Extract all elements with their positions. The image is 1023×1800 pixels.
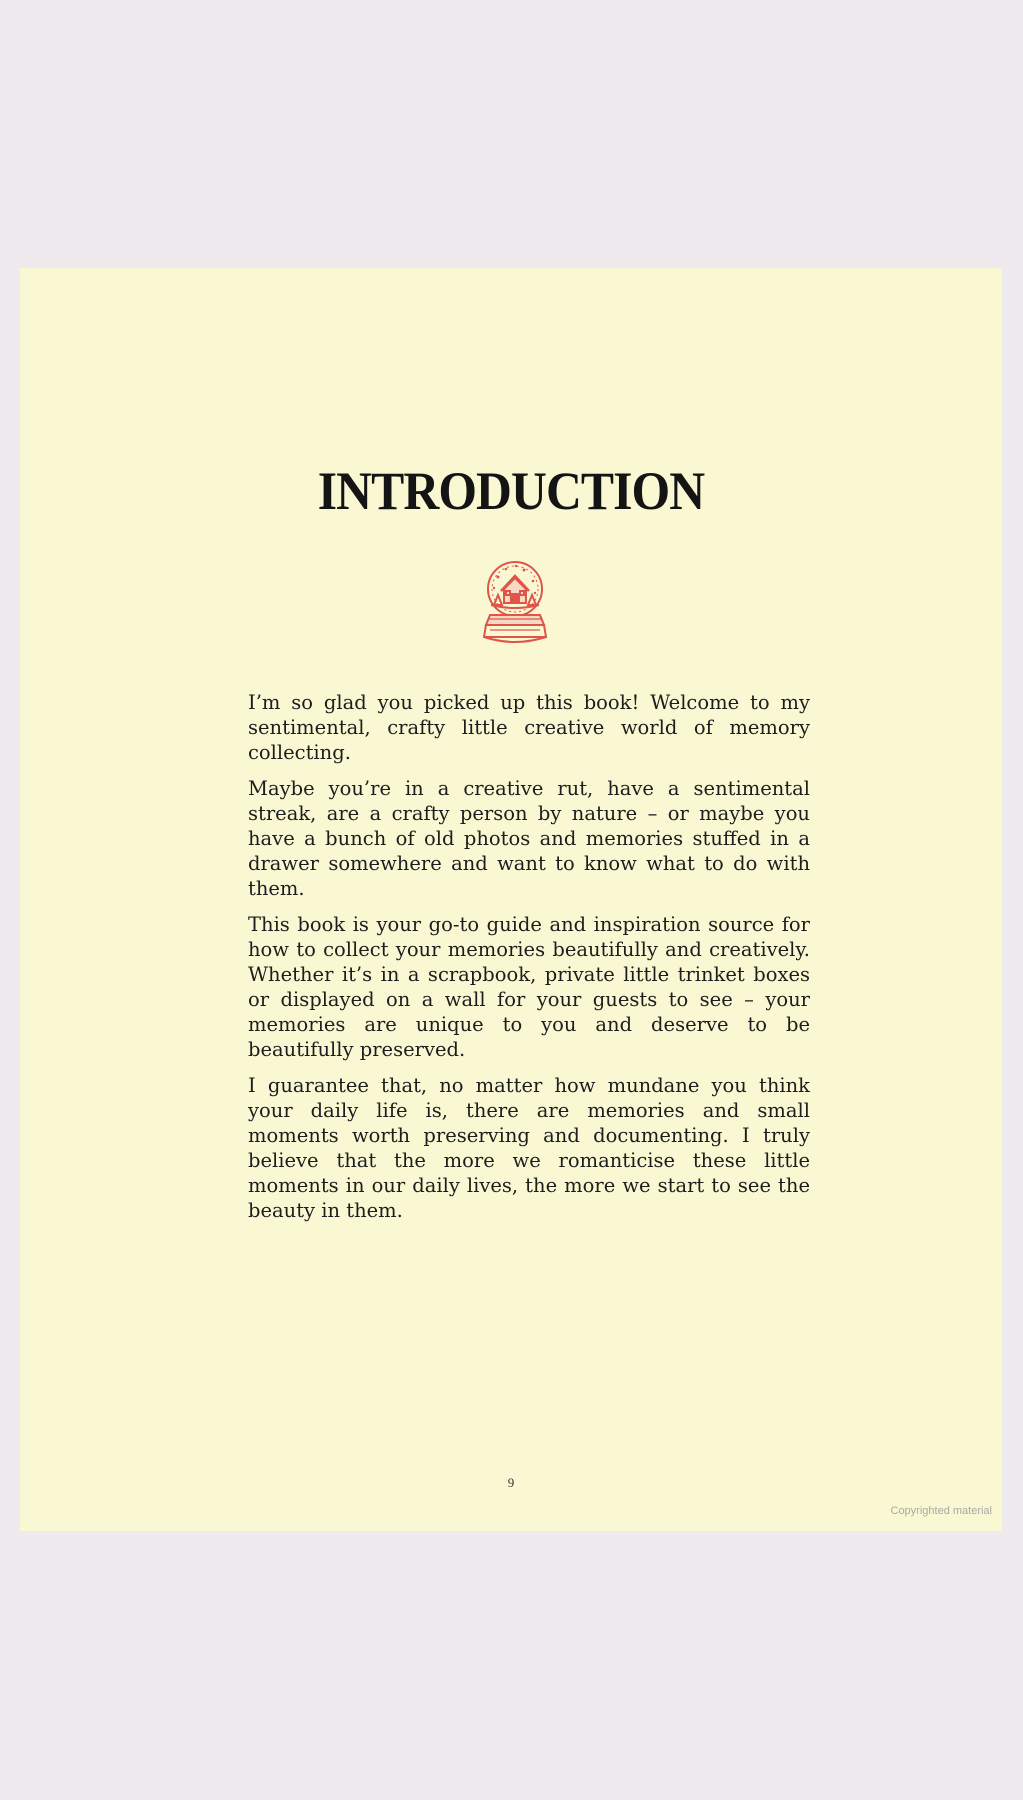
- page-number: 9: [507, 1475, 515, 1490]
- intro-text: [248, 690, 810, 1234]
- snow-globe-icon: [476, 555, 554, 653]
- paragraph-2: Maybe you’re in a creative rut, have a sentimental streak, are a crafty person by nature – or maybe you have a bunch of old photos and memories stuffed in a drawer somewhere and want to know what to do with them.: [248, 777, 810, 900]
- paragraph-3: This book is your go-to guide and inspiration source for how to collect your memories beautifully and creatively. Whether it’s in a scrapbook, private little trinket boxes or displayed on a wall for your guests to see – your memories are unique to you and deserve to be beautifully preserved.: [248, 913, 810, 1061]
- paragraph-1: I’m so glad you picked up this book! Welcome to my sentimental, crafty little creative world of memory collecting.: [248, 691, 810, 764]
- book-page: [20, 268, 1002, 1531]
- copyright-watermark: Copyrighted material: [890, 1505, 992, 1517]
- page-title: INTRODUCTION: [317, 461, 705, 521]
- paragraph-4: I guarantee that, no matter how mundane you think your daily life is, there are memories and small moments worth preserving and documenting. I truly believe that the more we romanticise these little moments in our daily lives, the more we start to see the beauty in them.: [248, 1074, 810, 1222]
